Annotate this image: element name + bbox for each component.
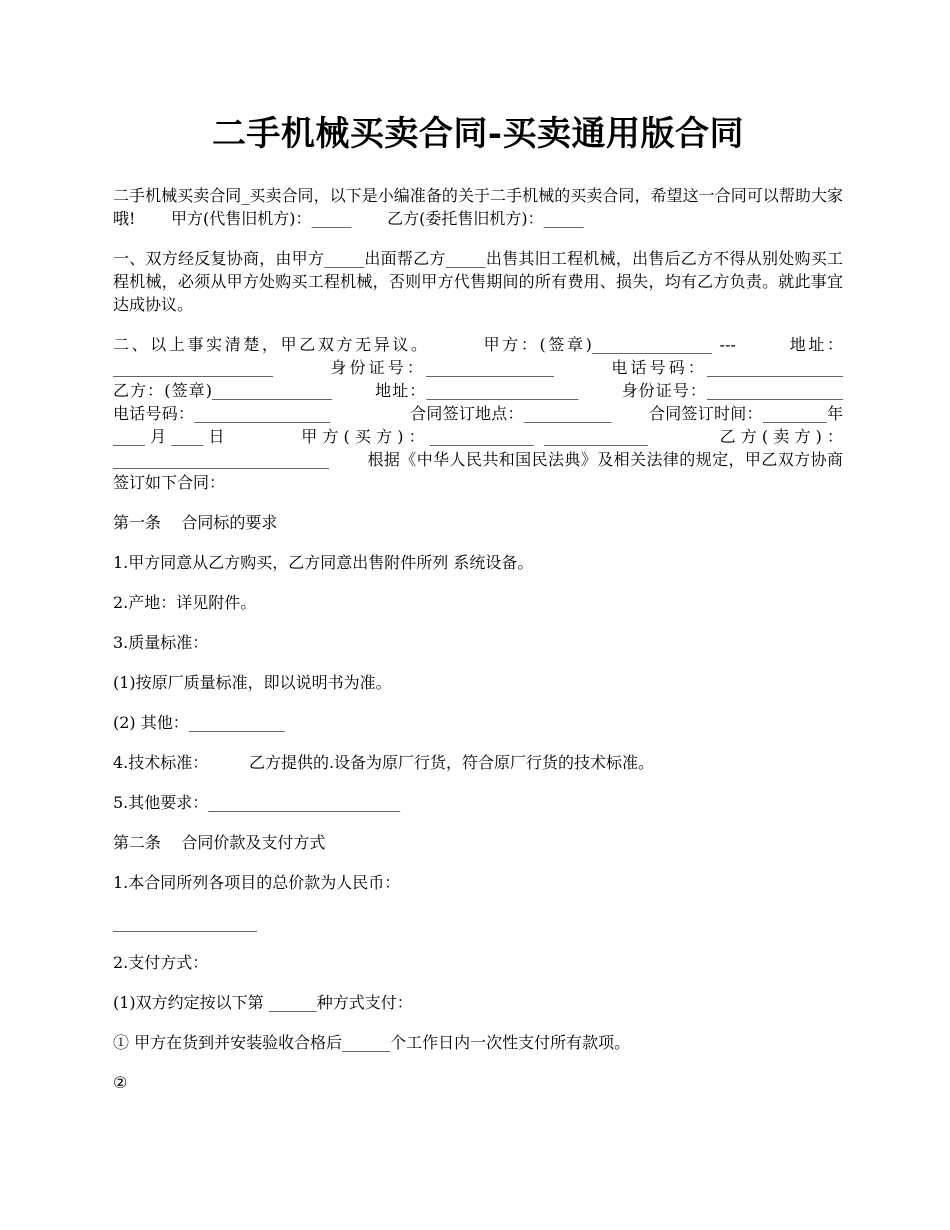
article-one-item-5: 5.其他要求：________________________: [113, 793, 401, 812]
article-one-item-3-2: (2) 其他：____________: [113, 713, 285, 732]
payment-option-2: ②: [113, 1073, 128, 1092]
article-one-item-2: 2.产地：详见附件。: [113, 593, 257, 612]
payment-option-selection: (1)双方约定按以下第 ______种方式支付：: [113, 993, 413, 1012]
article-two-item-2: 2.支付方式：: [113, 953, 209, 972]
article-one-item-1: 1.甲方同意从乙方购买，乙方同意出售附件所列 系统设备。: [113, 553, 534, 572]
article-one-heading: 第一条 合同标的要求: [113, 513, 278, 532]
total-price-blank: __________________: [113, 913, 257, 932]
article-one-item-4: 4.技术标准： 乙方提供的.设备为原厂行货，符合原厂行货的技术标准。: [113, 753, 655, 772]
article-one-item-3-1: (1)按原厂质量标准，即以说明书为准。: [113, 673, 392, 692]
payment-option-1: ① 甲方在货到并安装验收合格后______个工作日内一次性支付所有款项。: [113, 1033, 631, 1052]
article-two-heading: 第二条 合同价款及支付方式: [113, 833, 326, 852]
article-two-item-1: 1.本合同所列各项目的总价款为人民币：: [113, 873, 401, 892]
clause-two-signature-block: 二、以上事实清楚，甲乙双方无异议。 甲方：(签章)_______________ --- 地址：____________________ 身份证号：________________ 电话号码：_________________ 乙方：(签章)_______________ 地址：___________________ 身份证号：_________________ 电话号码：_________________ 合同签订地点：___________ 合同签订时间：________年____月____日 甲方(买方)：_____________ _____________ 乙方(卖方)：___________________________ 根据《中华人民共和国民法典》及相关法律的规定，甲乙双方协商签订如下合同：: [113, 335, 945, 492]
clause-one-paragraph: 一、双方经反复协商，由甲方_____出面帮乙方_____出售其旧工程机械，出售后乙方不得从别处购买工程机械，必须从甲方处购买工程机械，否则甲方代售期间的所有费用、损失，均有乙方负责。就此事宜达成协议。: [113, 249, 843, 314]
document-page: [113, 110, 945, 1111]
article-one-item-3: 3.质量标准：: [113, 633, 209, 652]
intro-paragraph: 二手机械买卖合同_买卖合同，以下是小编准备的关于二手机械的买卖合同，希望这一合同可以帮助大家哦! 甲方(代售旧机方)：_____ 乙方(委托售旧机方)：_____: [113, 186, 843, 228]
document-title: 二手机械买卖合同-买卖通用版合同: [211, 114, 745, 154]
